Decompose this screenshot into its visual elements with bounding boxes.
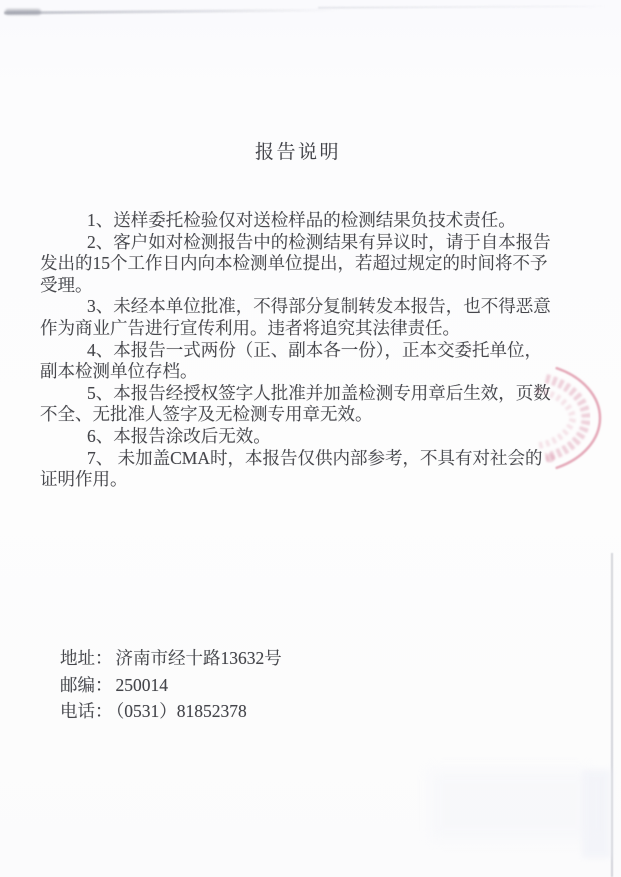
report-note-item-4: 4、本报告一式两份（正、副本各一份），正本交委托单位，副本检测单位存档。: [40, 339, 542, 382]
address-value: 济南市经十路13632号: [115, 648, 282, 668]
report-note-item-7: 7、 未加盖CMA时，本报告仅供内部参考，不具有对社会的证明作用。: [40, 447, 543, 490]
report-note-item-6: 6、本报告涂改后无效。: [87, 425, 271, 446]
contact-phone-line: [60, 698, 282, 725]
postcode-value: 250014: [115, 674, 168, 695]
report-note-item-2: 2、客户如对检测报告中的检测结果有异议时，请于自本报告发出的15个工作日内向本检测单位提出，若超过规定的时间将不予受理。: [40, 231, 551, 295]
contact-block: [60, 645, 282, 725]
phone-label: 电话：: [60, 701, 113, 721]
scan-right-edge-line: [611, 553, 613, 877]
postcode-label: 邮编：: [60, 674, 113, 695]
page-title: 报告说明: [254, 142, 341, 163]
report-note-item-1: 1、送样委托检验仅对送检样品的检测结果负技术责任。: [87, 210, 516, 230]
scan-top-edge-shadow-right: [318, 5, 610, 9]
contact-address-line: [60, 645, 282, 672]
scan-bottom-tint: [430, 770, 590, 840]
report-notes: [40, 210, 556, 491]
scan-top-edge-shadow: [4, 9, 340, 15]
report-note-item-5: 5、本报告经授权签字人批准并加盖检测专用章后生效，页数不全、无批准人签字及无检测专用章无效。: [40, 382, 551, 425]
phone-value: （0531）81852378: [115, 701, 247, 721]
address-label: 地址：: [60, 648, 113, 668]
report-note-item-3: 3、未经本单位批准，不得部分复制转发本报告，也不得恶意作为商业广告进行宣传利用。违者将追究其法律责任。: [40, 296, 551, 338]
seal-border-arc: [557, 368, 600, 468]
contact-postcode-line: [60, 672, 282, 699]
